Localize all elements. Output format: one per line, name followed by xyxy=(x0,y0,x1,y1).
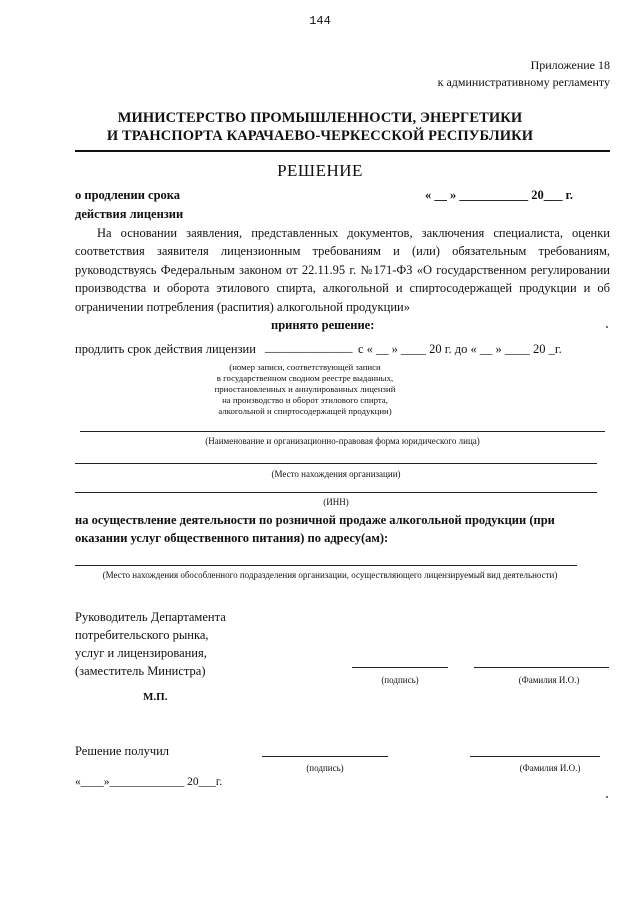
decision-label: принято решение: xyxy=(271,318,375,332)
header-rule xyxy=(75,150,610,152)
registry-note-line3: приостановленных и аннулированных лицензий xyxy=(214,384,396,394)
validity-period: с « __ » ____ 20 г. до « __ » ____ 20 _г. xyxy=(358,342,562,356)
recipient-signature-caption: (подпись) xyxy=(306,763,344,773)
legal-name-field[interactable] xyxy=(80,431,605,432)
location-field[interactable] xyxy=(75,463,597,464)
activity-text-line1: на осуществление деятельности по розничной продаже алкогольной продукции (при xyxy=(75,513,555,527)
scan-mark xyxy=(606,796,608,798)
recipient-signature-field[interactable] xyxy=(262,756,388,757)
basis-paragraph xyxy=(75,224,610,316)
inn-field[interactable] xyxy=(75,492,597,493)
license-number-blank: ______________ xyxy=(265,340,353,354)
recipient-label: Решение получил xyxy=(75,744,170,758)
recipient-date: «____»_____________ 20___г. xyxy=(75,776,223,788)
signatory-line3: услуг и лицензирования, xyxy=(75,646,207,660)
registry-note-line1: (номер записи, соответствующей записи xyxy=(229,362,381,372)
recipient-name-caption: (Фамилия И.О.) xyxy=(519,763,581,773)
extend-label: продлить срок действия лицензии xyxy=(75,342,256,356)
registry-note-line2: в государственном сводном реестре выданных, xyxy=(216,373,394,383)
registry-note-line5: алкогольной и спиртосодержащей продукции) xyxy=(218,406,392,416)
stamp-placeholder: М.П. xyxy=(143,691,168,703)
document-title: РЕШЕНИЕ xyxy=(277,161,363,180)
signatory-signature-field[interactable] xyxy=(352,667,448,668)
decision-date: « __ » ___________ 20___ г. xyxy=(425,188,574,202)
activity-text-line2: оказании услуг общественного питания) по адресу(ам): xyxy=(75,531,389,545)
inn-caption: (ИНН) xyxy=(323,497,349,507)
subject-line1: о продлении срока xyxy=(75,188,181,202)
ministry-name-line2: И ТРАНСПОРТА КАРАЧАЕВО-ЧЕРКЕССКОЙ РЕСПУБЛИКИ xyxy=(106,128,534,144)
signatory-line1: Руководитель Департамента xyxy=(75,610,226,624)
registry-note-line4: на производство и оборот этилового спирта, xyxy=(222,395,388,405)
page-number: 144 xyxy=(309,14,331,28)
signatory-line4: (заместитель Министра) xyxy=(75,664,206,678)
annex-label: Приложение 18 xyxy=(530,58,610,72)
scan-mark xyxy=(606,326,608,328)
branch-location-caption: (Место нахождения обособленного подразделения организации, осуществляющего лицензируемый вид деятельности) xyxy=(102,570,558,580)
annex-reference: к административному регламенту xyxy=(437,75,610,89)
basis-paragraph-text: На основании заявления, представленных документов, заключения специалиста, оценки соответствия заявителя лицензионным требованиям и (или) обязательным требованиям, руководствуясь Федеральным законом от 22.11.95 г. №171-ФЗ «О государственном регулировании производства и оборота этилового спирта, алкогольной и спиртосодержащей продукции и об ограничении потребления (распития) алкогольной продукции» xyxy=(75,226,610,314)
location-caption: (Место нахождения организации) xyxy=(271,469,401,479)
legal-name-caption: (Наименование и организационно-правовая форма юридического лица) xyxy=(205,436,480,446)
ministry-name-line1: МИНИСТЕРСТВО ПРОМЫШЛЕННОСТИ, ЭНЕРГЕТИКИ xyxy=(117,110,523,126)
branch-location-field[interactable] xyxy=(75,565,577,566)
recipient-name-field[interactable] xyxy=(470,756,600,757)
signatory-line2: потребительского рынка, xyxy=(75,628,209,642)
subject-line2: действия лицензии xyxy=(75,207,184,221)
signatory-signature-caption: (подпись) xyxy=(381,675,419,685)
signatory-name-caption: (Фамилия И.О.) xyxy=(518,675,580,685)
signatory-name-field[interactable] xyxy=(474,667,609,668)
